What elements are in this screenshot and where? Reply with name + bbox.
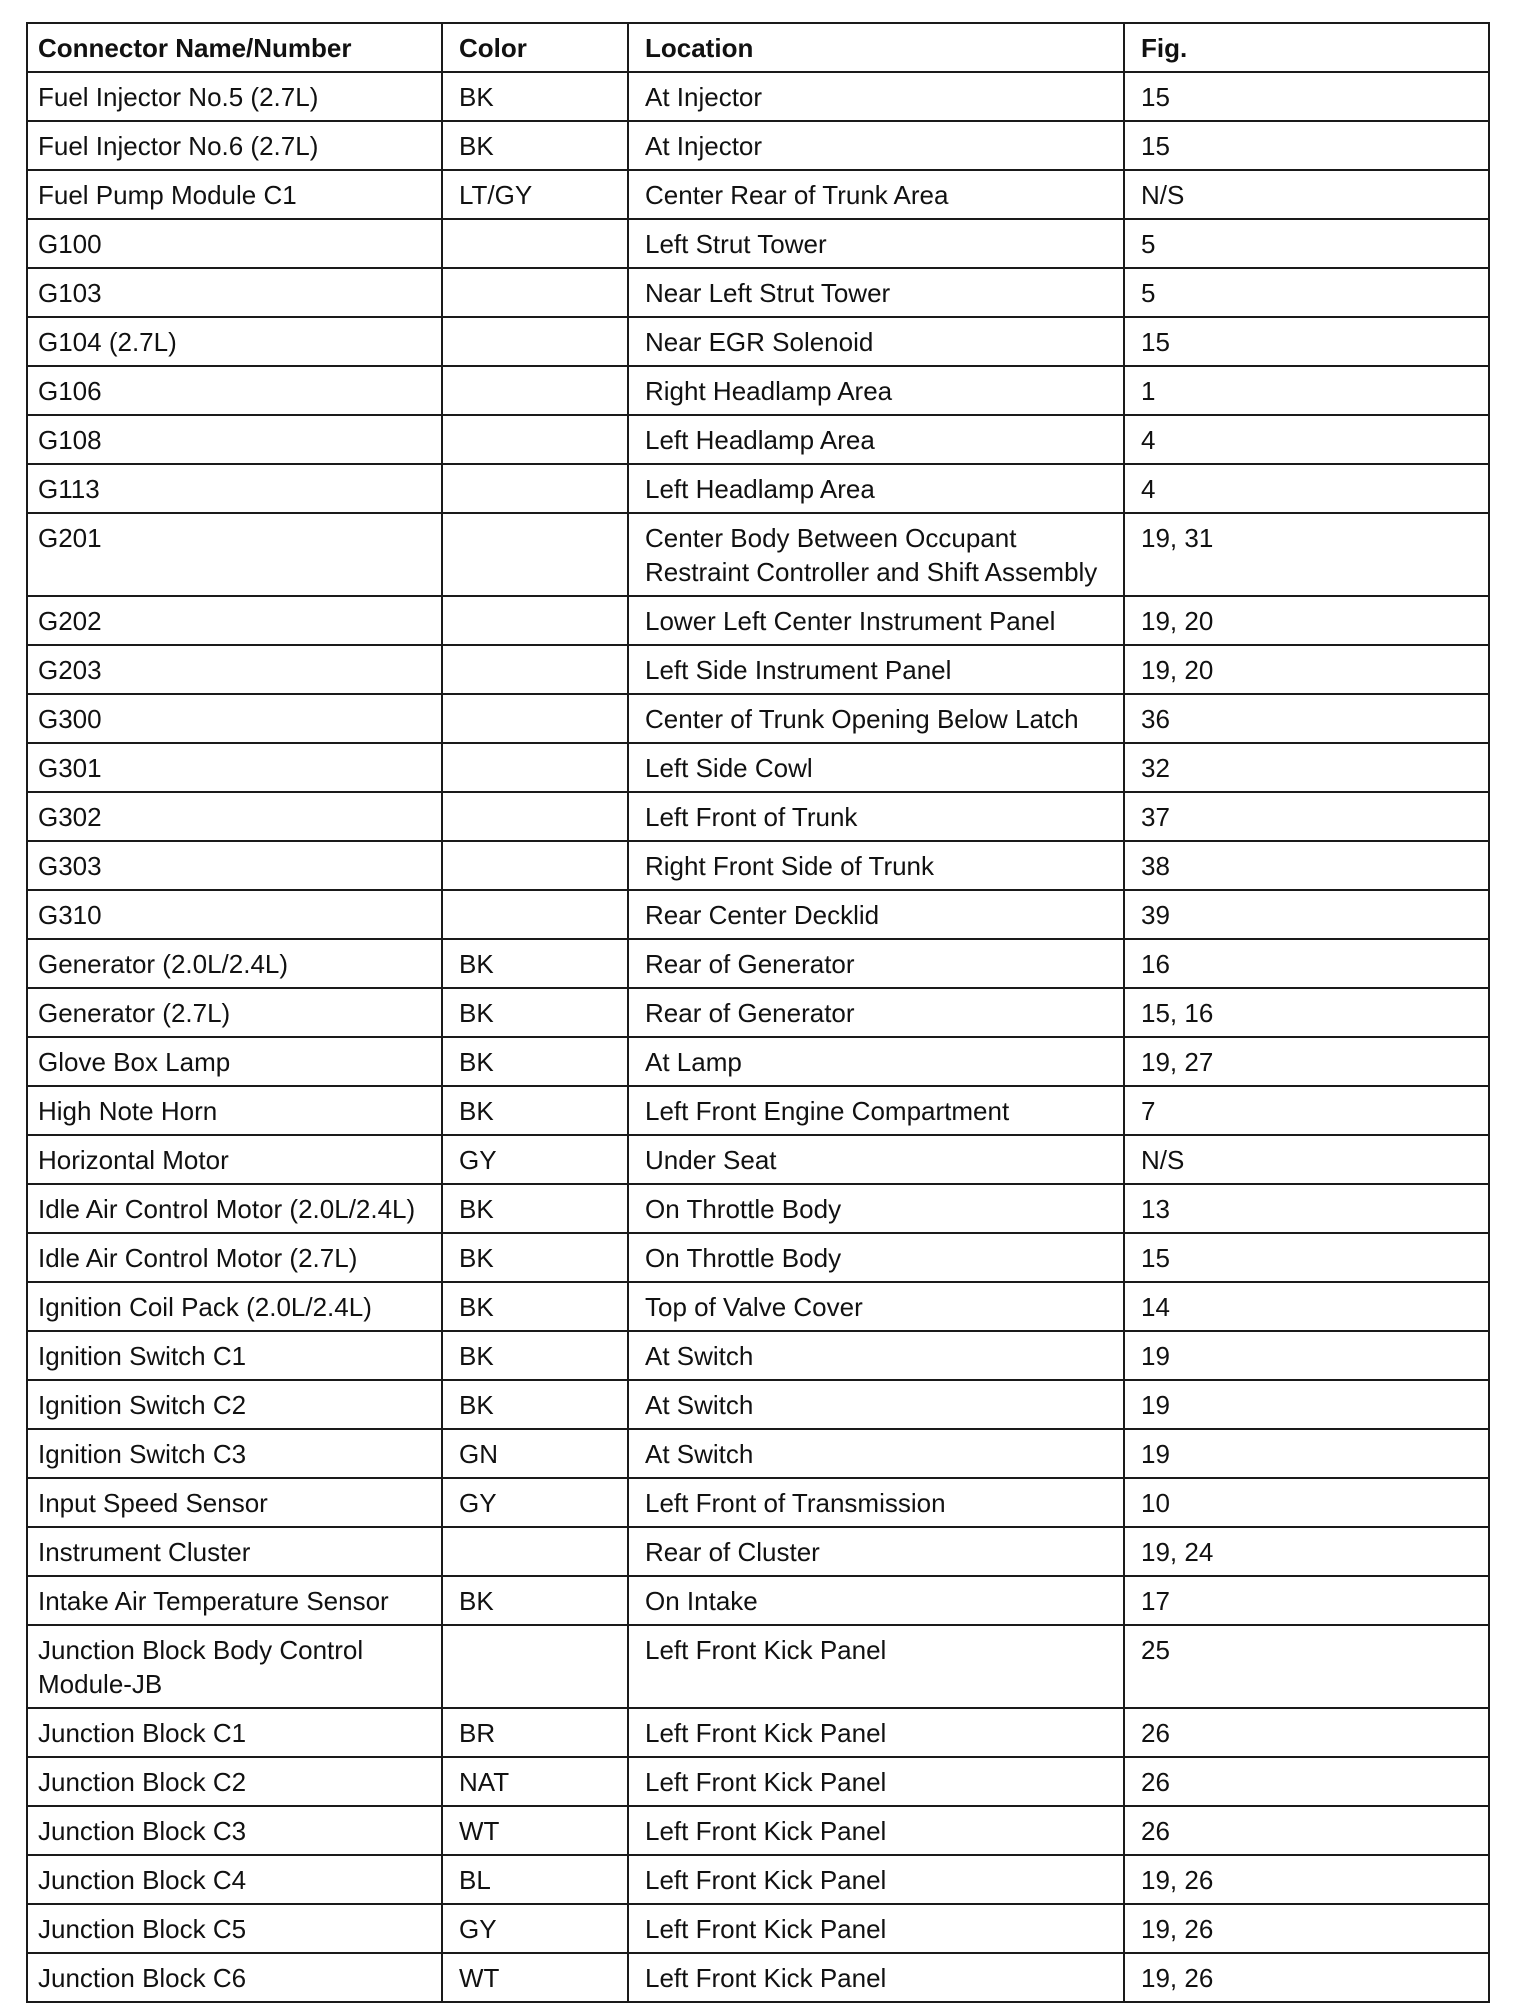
figure-cell: N/S <box>1124 170 1489 219</box>
connector-name-cell: Glove Box Lamp <box>27 1037 442 1086</box>
figure-cell: N/S <box>1124 1135 1489 1184</box>
connector-name-cell: G103 <box>27 268 442 317</box>
location-cell: On Throttle Body <box>628 1233 1124 1282</box>
table-header <box>27 23 1489 72</box>
connector-name-cell: Junction Block C1 <box>27 1708 442 1757</box>
location-cell: Left Side Cowl <box>628 743 1124 792</box>
connector-name-cell: Ignition Switch C3 <box>27 1429 442 1478</box>
figure-cell: 19, 26 <box>1124 1855 1489 1904</box>
connector-name-cell: G301 <box>27 743 442 792</box>
table-row <box>27 1380 1489 1429</box>
connector-name-cell: G300 <box>27 694 442 743</box>
location-cell: Left Front Kick Panel <box>628 1708 1124 1757</box>
figure-cell: 19, 24 <box>1124 1527 1489 1576</box>
location-cell: Left Front of Trunk <box>628 792 1124 841</box>
table-row <box>27 743 1489 792</box>
connector-name-cell: Junction Block C4 <box>27 1855 442 1904</box>
location-cell: Left Front of Transmission <box>628 1478 1124 1527</box>
wire-color-cell: GY <box>442 1135 628 1184</box>
table-row <box>27 1478 1489 1527</box>
wire-color-cell <box>442 743 628 792</box>
header-location: Location <box>628 23 1124 72</box>
wire-color-cell: WT <box>442 1806 628 1855</box>
wire-color-cell <box>442 645 628 694</box>
wire-color-cell: GN <box>442 1429 628 1478</box>
wire-color-cell: BK <box>442 1086 628 1135</box>
location-cell: Left Side Instrument Panel <box>628 645 1124 694</box>
connector-name-cell: Junction Block C5 <box>27 1904 442 1953</box>
connector-name-cell: G113 <box>27 464 442 513</box>
connector-name-cell: Generator (2.7L) <box>27 988 442 1037</box>
table-row <box>27 1576 1489 1625</box>
wire-color-cell <box>442 1527 628 1576</box>
wire-color-cell: BR <box>442 1708 628 1757</box>
figure-cell: 14 <box>1124 1282 1489 1331</box>
location-cell: Center of Trunk Opening Below Latch <box>628 694 1124 743</box>
figure-cell: 19, 20 <box>1124 645 1489 694</box>
header-fig: Fig. <box>1124 23 1489 72</box>
figure-cell: 19, 31 <box>1124 513 1489 596</box>
wire-color-cell <box>442 464 628 513</box>
location-cell: Near Left Strut Tower <box>628 268 1124 317</box>
table-row <box>27 72 1489 121</box>
location-cell: Right Front Side of Trunk <box>628 841 1124 890</box>
figure-cell: 26 <box>1124 1806 1489 1855</box>
table-row <box>27 841 1489 890</box>
figure-cell: 4 <box>1124 415 1489 464</box>
wire-color-cell: BK <box>442 1380 628 1429</box>
table-row <box>27 1625 1489 1708</box>
figure-cell: 26 <box>1124 1708 1489 1757</box>
location-cell: At Switch <box>628 1331 1124 1380</box>
table-row <box>27 596 1489 645</box>
location-cell: Left Front Kick Panel <box>628 1806 1124 1855</box>
table-row <box>27 513 1489 596</box>
table-row <box>27 1708 1489 1757</box>
figure-cell: 19 <box>1124 1429 1489 1478</box>
location-cell: Top of Valve Cover <box>628 1282 1124 1331</box>
table-row <box>27 268 1489 317</box>
table-row <box>27 1953 1489 2002</box>
table-row <box>27 464 1489 513</box>
table-row <box>27 1904 1489 1953</box>
wire-color-cell: GY <box>442 1904 628 1953</box>
table-row <box>27 170 1489 219</box>
table-row <box>27 1855 1489 1904</box>
connector-name-cell: Generator (2.0L/2.4L) <box>27 939 442 988</box>
location-cell: Rear of Generator <box>628 988 1124 1037</box>
location-cell: On Intake <box>628 1576 1124 1625</box>
table-row <box>27 121 1489 170</box>
wire-color-cell: BK <box>442 1037 628 1086</box>
wire-color-cell <box>442 841 628 890</box>
wire-color-cell <box>442 317 628 366</box>
figure-cell: 25 <box>1124 1625 1489 1708</box>
location-cell: Right Headlamp Area <box>628 366 1124 415</box>
figure-cell: 19, 20 <box>1124 596 1489 645</box>
figure-cell: 5 <box>1124 219 1489 268</box>
wire-color-cell: BK <box>442 1331 628 1380</box>
location-cell: At Injector <box>628 72 1124 121</box>
wire-color-cell: BK <box>442 1576 628 1625</box>
wire-color-cell <box>442 366 628 415</box>
figure-cell: 13 <box>1124 1184 1489 1233</box>
connector-name-cell: Ignition Switch C1 <box>27 1331 442 1380</box>
table-row <box>27 988 1489 1037</box>
connector-name-cell: G100 <box>27 219 442 268</box>
table-row <box>27 890 1489 939</box>
table-row <box>27 1086 1489 1135</box>
location-cell: At Switch <box>628 1380 1124 1429</box>
connector-name-cell: Fuel Injector No.5 (2.7L) <box>27 72 442 121</box>
figure-cell: 19 <box>1124 1380 1489 1429</box>
wire-color-cell <box>442 513 628 596</box>
wire-color-cell <box>442 219 628 268</box>
wire-color-cell <box>442 890 628 939</box>
figure-cell: 19, 26 <box>1124 1904 1489 1953</box>
connector-name-cell: Junction Block C6 <box>27 1953 442 2002</box>
figure-cell: 37 <box>1124 792 1489 841</box>
table-row <box>27 1331 1489 1380</box>
location-cell: Lower Left Center Instrument Panel <box>628 596 1124 645</box>
wire-color-cell: BK <box>442 939 628 988</box>
connector-name-cell: Input Speed Sensor <box>27 1478 442 1527</box>
wire-color-cell: BK <box>442 1184 628 1233</box>
connector-name-cell: G108 <box>27 415 442 464</box>
wire-color-cell <box>442 1625 628 1708</box>
wire-color-cell: WT <box>442 1953 628 2002</box>
connector-name-cell: Idle Air Control Motor (2.0L/2.4L) <box>27 1184 442 1233</box>
figure-cell: 26 <box>1124 1757 1489 1806</box>
table-row <box>27 219 1489 268</box>
table-row <box>27 1806 1489 1855</box>
connector-name-cell: Junction Block Body Control Module-JB <box>27 1625 442 1708</box>
table-row <box>27 1037 1489 1086</box>
connector-name-cell: Intake Air Temperature Sensor <box>27 1576 442 1625</box>
figure-cell: 15 <box>1124 72 1489 121</box>
figure-cell: 39 <box>1124 890 1489 939</box>
figure-cell: 5 <box>1124 268 1489 317</box>
location-cell: Rear of Cluster <box>628 1527 1124 1576</box>
figure-cell: 32 <box>1124 743 1489 792</box>
location-cell: Left Front Kick Panel <box>628 1855 1124 1904</box>
connector-name-cell: High Note Horn <box>27 1086 442 1135</box>
table-row <box>27 366 1489 415</box>
table-row <box>27 694 1489 743</box>
wire-color-cell: BK <box>442 121 628 170</box>
connector-name-cell: Horizontal Motor <box>27 1135 442 1184</box>
connector-table-sheet <box>26 22 1488 2003</box>
wire-color-cell <box>442 694 628 743</box>
table-row <box>27 1757 1489 1806</box>
location-cell: Rear Center Decklid <box>628 890 1124 939</box>
location-cell: Left Front Kick Panel <box>628 1757 1124 1806</box>
wire-color-cell: BK <box>442 1233 628 1282</box>
connector-name-cell: Junction Block C2 <box>27 1757 442 1806</box>
figure-cell: 15 <box>1124 121 1489 170</box>
location-cell: Left Strut Tower <box>628 219 1124 268</box>
header-color: Color <box>442 23 628 72</box>
connector-name-cell: Junction Block C3 <box>27 1806 442 1855</box>
location-cell: Rear of Generator <box>628 939 1124 988</box>
location-cell: Near EGR Solenoid <box>628 317 1124 366</box>
figure-cell: 7 <box>1124 1086 1489 1135</box>
location-cell: Center Body Between Occupant Restraint Controller and Shift Assembly <box>628 513 1124 596</box>
wire-color-cell <box>442 596 628 645</box>
connector-name-cell: Ignition Coil Pack (2.0L/2.4L) <box>27 1282 442 1331</box>
header-row <box>27 23 1489 72</box>
wire-color-cell <box>442 415 628 464</box>
wire-color-cell: GY <box>442 1478 628 1527</box>
location-cell: On Throttle Body <box>628 1184 1124 1233</box>
location-cell: At Switch <box>628 1429 1124 1478</box>
connector-name-cell: Fuel Injector No.6 (2.7L) <box>27 121 442 170</box>
figure-cell: 15 <box>1124 1233 1489 1282</box>
connector-name-cell: Fuel Pump Module C1 <box>27 170 442 219</box>
location-cell: Left Headlamp Area <box>628 464 1124 513</box>
connector-name-cell: Instrument Cluster <box>27 1527 442 1576</box>
table-row <box>27 1184 1489 1233</box>
location-cell: Left Front Engine Compartment <box>628 1086 1124 1135</box>
table-row <box>27 1429 1489 1478</box>
figure-cell: 17 <box>1124 1576 1489 1625</box>
table-body <box>27 72 1489 2002</box>
connector-name-cell: G302 <box>27 792 442 841</box>
connector-name-cell: G202 <box>27 596 442 645</box>
figure-cell: 19, 26 <box>1124 1953 1489 2002</box>
figure-cell: 19, 27 <box>1124 1037 1489 1086</box>
wire-color-cell <box>442 268 628 317</box>
table-row <box>27 645 1489 694</box>
figure-cell: 36 <box>1124 694 1489 743</box>
figure-cell: 15 <box>1124 317 1489 366</box>
connector-name-cell: Idle Air Control Motor (2.7L) <box>27 1233 442 1282</box>
location-cell: Left Front Kick Panel <box>628 1904 1124 1953</box>
location-cell: Left Front Kick Panel <box>628 1953 1124 2002</box>
figure-cell: 16 <box>1124 939 1489 988</box>
location-cell: At Injector <box>628 121 1124 170</box>
wire-color-cell: BK <box>442 988 628 1037</box>
header-connector-name: Connector Name/Number <box>27 23 442 72</box>
table-row <box>27 1135 1489 1184</box>
figure-cell: 15, 16 <box>1124 988 1489 1037</box>
wire-color-cell: BK <box>442 72 628 121</box>
wire-color-cell: BK <box>442 1282 628 1331</box>
wire-color-cell: BL <box>442 1855 628 1904</box>
connector-name-cell: G106 <box>27 366 442 415</box>
figure-cell: 4 <box>1124 464 1489 513</box>
connector-name-cell: G303 <box>27 841 442 890</box>
figure-cell: 10 <box>1124 1478 1489 1527</box>
wire-color-cell <box>442 792 628 841</box>
table-row <box>27 939 1489 988</box>
connector-table <box>26 22 1490 2003</box>
table-row <box>27 317 1489 366</box>
wire-color-cell: LT/GY <box>442 170 628 219</box>
table-row <box>27 792 1489 841</box>
connector-name-cell: G104 (2.7L) <box>27 317 442 366</box>
connector-name-cell: G203 <box>27 645 442 694</box>
table-row <box>27 1233 1489 1282</box>
figure-cell: 1 <box>1124 366 1489 415</box>
location-cell: Left Front Kick Panel <box>628 1625 1124 1708</box>
table-row <box>27 1527 1489 1576</box>
location-cell: Under Seat <box>628 1135 1124 1184</box>
connector-name-cell: G201 <box>27 513 442 596</box>
location-cell: Center Rear of Trunk Area <box>628 170 1124 219</box>
location-cell: At Lamp <box>628 1037 1124 1086</box>
location-cell: Left Headlamp Area <box>628 415 1124 464</box>
table-row <box>27 415 1489 464</box>
wire-color-cell: NAT <box>442 1757 628 1806</box>
table-row <box>27 1282 1489 1331</box>
figure-cell: 38 <box>1124 841 1489 890</box>
figure-cell: 19 <box>1124 1331 1489 1380</box>
connector-name-cell: Ignition Switch C2 <box>27 1380 442 1429</box>
connector-name-cell: G310 <box>27 890 442 939</box>
